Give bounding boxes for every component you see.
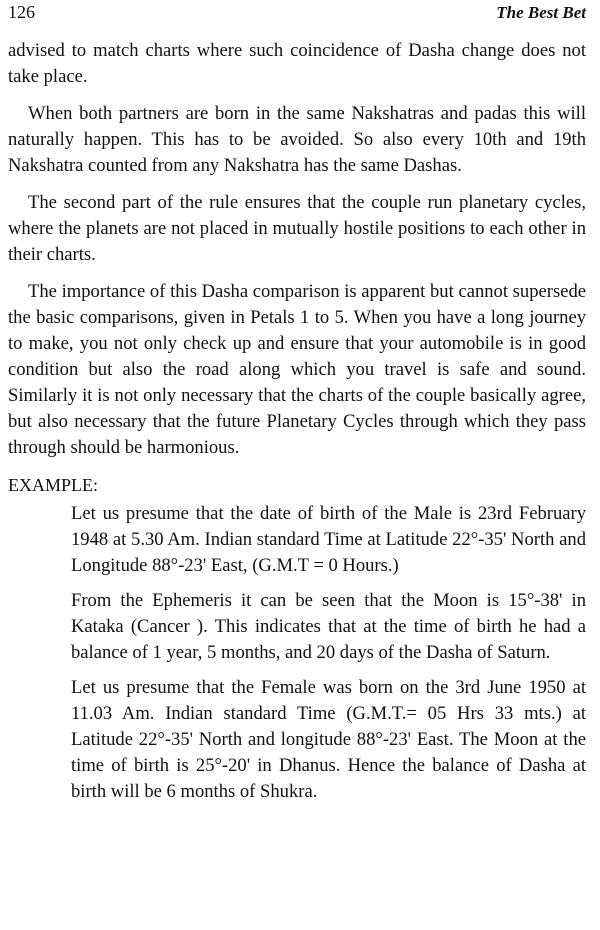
main-text [8,38,586,461]
running-header [8,0,586,36]
paragraph-same-nakshatra: When both partners are born in the same Nakshatras and padas this will naturally happen. This has to be avoided. So also every 10th and 19th Nakshatra counted from any Nakshatra has the same Dashas. [8,103,586,176]
example-paragraph-ephemeris: From the Ephemeris it can be seen that the Moon is 15°-38' in Kataka (Cancer ). This indicates that at the time of birth he had a balance of 1 year, 5 months, and 20 days of the Dasha of Saturn. [71,590,586,663]
example-paragraph-male: Let us presume that the date of birth of the Male is 23rd February 1948 at 5.30 Am. Indian standard Time at Latitude 22°-35' North and Longitude 88°-23' East, (G.M.T = 0 Hours.) [71,503,586,576]
page-number: 126 [8,2,35,22]
paragraph-rule-second-part: The second part of the rule ensures that the couple run planetary cycles, where the planets are not placed in mutually hostile positions to each other in their charts. [8,192,586,265]
example-paragraph-female: Let us presume that the Female was born on the 3rd June 1950 at 11.03 Am. Indian standard Time (G.M.T.= 05 Hrs 33 mts.) at Latitude 22°-35' North and longitude 88°-23' East. The Moon at the time of birth is 25°-20' in Dhanus. Hence the balance of Dasha at birth will be 6 months of Shukra. [71,677,586,802]
example-heading: EXAMPLE: [8,475,98,495]
paragraph-dasha-comparison: The importance of this Dasha comparison is apparent but cannot supersede the basic comparisons, given in Petals 1 to 5. When you have a long journey to make, you not only check up and ensure that your automobile is in good condition but also the road along which you travel is safe and sound. Similarly it is not only necessary that the charts of the couple basically agree, but also necessary that the future Planetary Cycles through which they pass through should be harmonious. [8,281,586,458]
running-title: The Best Bet [496,3,586,22]
paragraph-continuation: advised to match charts where such coincidence of Dasha change does not take place. [8,40,586,87]
example-body [8,501,586,805]
